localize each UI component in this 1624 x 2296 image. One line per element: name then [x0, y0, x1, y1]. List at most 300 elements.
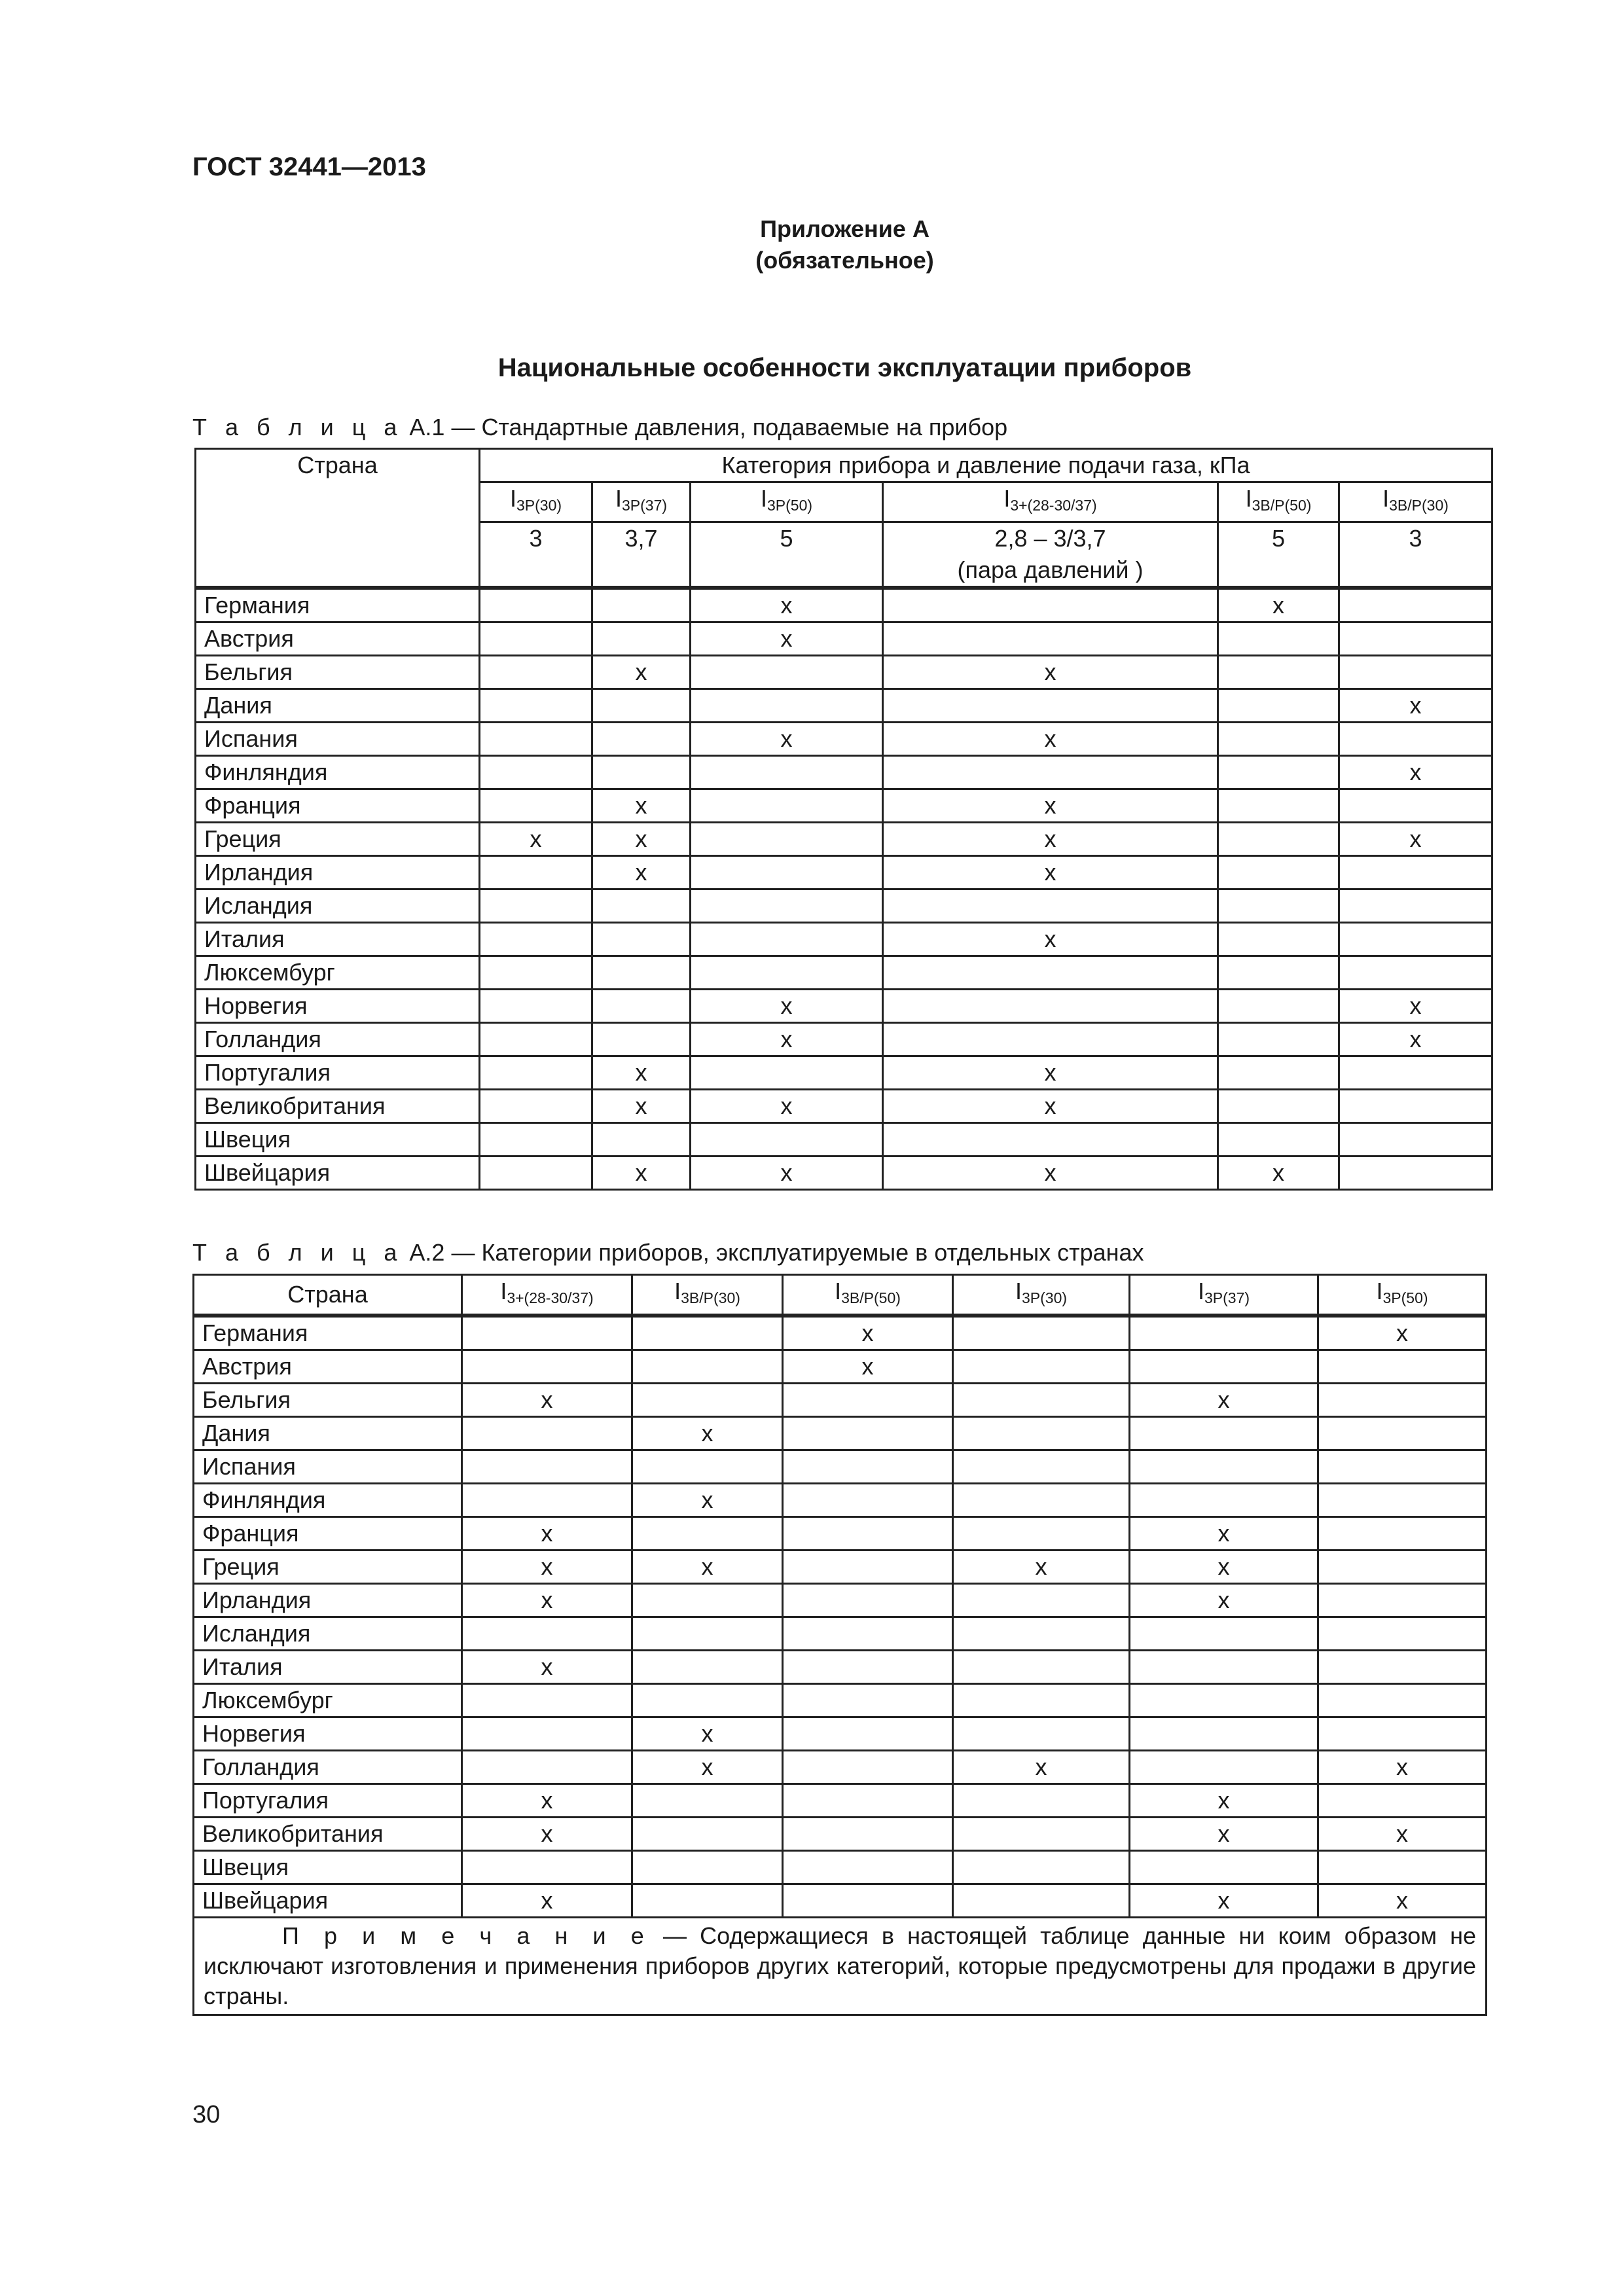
- table-row: [194, 1350, 1487, 1384]
- mark-cell: [462, 1684, 632, 1717]
- mark-cell: [592, 588, 691, 622]
- mark-cell: х: [883, 789, 1218, 823]
- category-subscript: 3B/P(30): [1389, 497, 1449, 514]
- mark-cell: [632, 1651, 783, 1684]
- mark-cell: [1318, 1851, 1487, 1884]
- mark-cell: [1130, 1651, 1318, 1684]
- category-subscript: 3+(28-30/37): [507, 1289, 594, 1306]
- table-row: [194, 1751, 1487, 1784]
- mark-cell: х: [462, 1384, 632, 1417]
- table-row: [194, 1484, 1487, 1517]
- table-a1-caption: [192, 414, 1007, 441]
- mark-cell: [592, 956, 691, 990]
- mark-cell: х: [592, 789, 691, 823]
- mark-cell: [953, 1316, 1130, 1350]
- table-a2-caption: [192, 1239, 1144, 1266]
- table-row: [194, 1851, 1487, 1884]
- table-a2-note-row: [194, 1918, 1487, 2015]
- mark-cell: [1318, 1417, 1487, 1450]
- mark-cell: х: [691, 723, 883, 756]
- mark-cell: [592, 622, 691, 656]
- mark-cell: [462, 1316, 632, 1350]
- mark-cell: [783, 1417, 953, 1450]
- mark-cell: [953, 1784, 1130, 1818]
- mark-cell: [691, 656, 883, 689]
- table-a2-header-row: [194, 1275, 1487, 1316]
- category-symbol: I: [615, 485, 622, 512]
- section-title: Национальные особенности эксплуатации приборов: [497, 353, 1192, 382]
- mark-cell: х: [691, 622, 883, 656]
- mark-cell: [1218, 756, 1339, 789]
- mark-cell: х: [691, 1090, 883, 1123]
- mark-cell: [462, 1751, 632, 1784]
- mark-cell: х: [691, 1023, 883, 1056]
- country-cell: Австрия: [196, 622, 480, 656]
- mark-cell: [1218, 923, 1339, 956]
- country-cell: Норвегия: [194, 1717, 462, 1751]
- mark-cell: х: [592, 1157, 691, 1190]
- mark-cell: [953, 1684, 1130, 1717]
- mark-cell: [1318, 1384, 1487, 1417]
- country-cell: Ирландия: [196, 856, 480, 889]
- category-subscript: 3P(30): [1021, 1289, 1068, 1306]
- category-symbol: I: [1003, 485, 1011, 512]
- mark-cell: [783, 1818, 953, 1851]
- mark-cell: х: [632, 1417, 783, 1450]
- mark-cell: [691, 756, 883, 789]
- mark-cell: х: [883, 856, 1218, 889]
- mark-cell: [592, 990, 691, 1023]
- mark-cell: [953, 1384, 1130, 1417]
- mark-cell: [1130, 1717, 1318, 1751]
- mark-cell: [1318, 1651, 1487, 1684]
- table-row: [194, 1517, 1487, 1551]
- mark-cell: х: [883, 923, 1218, 956]
- mark-cell: [1218, 956, 1339, 990]
- category-symbol: I: [509, 485, 516, 512]
- category-symbol: I: [1015, 1278, 1022, 1304]
- mark-cell: [1339, 889, 1492, 923]
- category-symbol: I: [500, 1278, 507, 1304]
- mark-cell: [883, 588, 1218, 622]
- mark-cell: [883, 622, 1218, 656]
- mark-cell: [632, 1818, 783, 1851]
- pressure-value: 3: [529, 525, 543, 552]
- mark-cell: [480, 1056, 592, 1090]
- mark-cell: [462, 1450, 632, 1484]
- mark-cell: [592, 1023, 691, 1056]
- mark-cell: [462, 1484, 632, 1517]
- country-cell: Великобритания: [196, 1090, 480, 1123]
- mark-cell: [691, 889, 883, 923]
- mark-cell: [1318, 1484, 1487, 1517]
- mark-cell: х: [691, 588, 883, 622]
- table-row: [194, 1316, 1487, 1350]
- country-cell: Греция: [194, 1551, 462, 1584]
- country-cell: Дания: [194, 1417, 462, 1450]
- mark-cell: х: [1130, 1584, 1318, 1617]
- mark-cell: х: [1130, 1517, 1318, 1551]
- mark-cell: х: [632, 1484, 783, 1517]
- table-a1-pressure-1: [592, 522, 691, 588]
- mark-cell: [462, 1851, 632, 1884]
- country-cell: Италия: [196, 923, 480, 956]
- country-cell: Бельгия: [194, 1384, 462, 1417]
- mark-cell: [691, 956, 883, 990]
- mark-cell: [480, 1123, 592, 1157]
- table-row: [196, 990, 1492, 1023]
- mark-cell: [1218, 689, 1339, 723]
- mark-cell: [883, 889, 1218, 923]
- mark-cell: х: [462, 1551, 632, 1584]
- table-row: [196, 889, 1492, 923]
- country-cell: Португалия: [194, 1784, 462, 1818]
- mark-cell: х: [783, 1316, 953, 1350]
- mark-cell: [1318, 1717, 1487, 1751]
- mark-cell: [592, 1123, 691, 1157]
- mark-cell: [783, 1517, 953, 1551]
- pressure-pair-note: (пара давлений ): [957, 556, 1144, 583]
- mark-cell: [592, 756, 691, 789]
- mark-cell: х: [592, 856, 691, 889]
- table-row: [196, 689, 1492, 723]
- country-cell: Бельгия: [196, 656, 480, 689]
- mark-cell: [592, 889, 691, 923]
- mark-cell: [883, 1023, 1218, 1056]
- table-a2-caption-text: А.2 — Категории приборов, эксплуатируемые в отдельных странах: [403, 1239, 1144, 1266]
- mark-cell: [1130, 1316, 1318, 1350]
- table-row: [194, 1884, 1487, 1918]
- category-symbol: I: [760, 485, 767, 512]
- mark-cell: х: [883, 656, 1218, 689]
- table-a1: [194, 448, 1493, 1191]
- mark-cell: х: [1218, 1157, 1339, 1190]
- mark-cell: х: [592, 823, 691, 856]
- table-a1-pressure-0: [480, 522, 592, 588]
- mark-cell: [1339, 1123, 1492, 1157]
- country-cell: Германия: [196, 588, 480, 622]
- table-row: [194, 1551, 1487, 1584]
- country-cell: Испания: [194, 1450, 462, 1484]
- table-row: [194, 1384, 1487, 1417]
- mark-cell: [480, 689, 592, 723]
- mark-cell: [1218, 656, 1339, 689]
- mark-cell: [953, 1484, 1130, 1517]
- mark-cell: [632, 1350, 783, 1384]
- table-a1-pressure-5: [1339, 522, 1492, 588]
- mark-cell: [1130, 1417, 1318, 1450]
- mark-cell: [632, 1517, 783, 1551]
- mark-cell: [1218, 856, 1339, 889]
- mark-cell: [1218, 990, 1339, 1023]
- mark-cell: х: [883, 1157, 1218, 1190]
- mark-cell: [632, 1584, 783, 1617]
- mark-cell: [480, 889, 592, 923]
- mark-cell: [1218, 622, 1339, 656]
- mark-cell: х: [1339, 689, 1492, 723]
- mark-cell: [462, 1617, 632, 1651]
- table-row: [196, 1090, 1492, 1123]
- mark-cell: [691, 856, 883, 889]
- mark-cell: х: [462, 1517, 632, 1551]
- mark-cell: х: [1339, 756, 1492, 789]
- mark-cell: [1318, 1784, 1487, 1818]
- mark-cell: [632, 1384, 783, 1417]
- mark-cell: [1318, 1684, 1487, 1717]
- mark-cell: [480, 1023, 592, 1056]
- mark-cell: х: [1218, 588, 1339, 622]
- pressure-value: 5: [1271, 525, 1286, 552]
- mark-cell: [592, 923, 691, 956]
- note-prefix: П р и м е ч а н и е: [282, 1922, 650, 1949]
- mark-cell: [1218, 1090, 1339, 1123]
- country-cell: Люксембург: [194, 1684, 462, 1717]
- mark-cell: [1339, 723, 1492, 756]
- pressure-value: 5: [780, 525, 793, 552]
- mark-cell: [1339, 956, 1492, 990]
- mark-cell: [1218, 889, 1339, 923]
- mark-cell: [691, 789, 883, 823]
- mark-cell: [783, 1784, 953, 1818]
- country-cell: Исландия: [196, 889, 480, 923]
- mark-cell: [1318, 1517, 1487, 1551]
- mark-cell: х: [691, 990, 883, 1023]
- table-row: [196, 1123, 1492, 1157]
- country-cell: Великобритания: [194, 1818, 462, 1851]
- mark-cell: х: [1339, 990, 1492, 1023]
- mark-cell: х: [953, 1551, 1130, 1584]
- mark-cell: [1339, 622, 1492, 656]
- category-subscript: 3+(28-30/37): [1010, 497, 1097, 514]
- mark-cell: [1218, 1056, 1339, 1090]
- mark-cell: [1318, 1584, 1487, 1617]
- mark-cell: [953, 1450, 1130, 1484]
- mark-cell: [632, 1684, 783, 1717]
- table-row: [194, 1450, 1487, 1484]
- mark-cell: [592, 723, 691, 756]
- pressure-value: 3,7: [624, 525, 658, 552]
- category-subscript: 3B/P(50): [1252, 497, 1312, 514]
- mark-cell: [783, 1584, 953, 1617]
- mark-cell: [1218, 789, 1339, 823]
- country-cell: Франция: [196, 789, 480, 823]
- mark-cell: [691, 823, 883, 856]
- mark-cell: [632, 1851, 783, 1884]
- mark-cell: [1130, 1684, 1318, 1717]
- category-subscript: 3P(37): [621, 497, 668, 514]
- mark-cell: [691, 689, 883, 723]
- table-a1-header-row-1: [196, 449, 1492, 482]
- table-a1-pressure-4: [1218, 522, 1339, 588]
- mark-cell: х: [1318, 1884, 1487, 1918]
- table-a2-category-2: [783, 1275, 953, 1316]
- mark-cell: х: [1318, 1316, 1487, 1350]
- mark-cell: [1339, 923, 1492, 956]
- category-symbol: I: [674, 1278, 681, 1304]
- category-subscript: 3P(50): [767, 497, 813, 514]
- annex-title: Приложение А: [760, 215, 929, 242]
- mark-cell: [1339, 789, 1492, 823]
- category-symbol: I: [1376, 1278, 1383, 1304]
- category-subscript: 3P(37): [1204, 1289, 1250, 1306]
- mark-cell: [1130, 1617, 1318, 1651]
- category-subscript: 3B/P(50): [841, 1289, 901, 1306]
- mark-cell: х: [1339, 1023, 1492, 1056]
- table-a2-category-4: [1130, 1275, 1318, 1316]
- mark-cell: х: [883, 1056, 1218, 1090]
- mark-cell: [783, 1551, 953, 1584]
- country-cell: Норвегия: [196, 990, 480, 1023]
- table-row: [196, 956, 1492, 990]
- mark-cell: [1339, 856, 1492, 889]
- table-row: [196, 923, 1492, 956]
- country-cell: Голландия: [196, 1023, 480, 1056]
- mark-cell: [783, 1884, 953, 1918]
- table-a2-category-5: [1318, 1275, 1487, 1316]
- table-row: [196, 789, 1492, 823]
- mark-cell: [691, 1056, 883, 1090]
- mark-cell: [783, 1450, 953, 1484]
- country-cell: Италия: [194, 1651, 462, 1684]
- mark-cell: [1130, 1350, 1318, 1384]
- mark-cell: х: [480, 823, 592, 856]
- mark-cell: х: [1130, 1884, 1318, 1918]
- country-cell: Люксембург: [196, 956, 480, 990]
- mark-cell: [883, 756, 1218, 789]
- mark-cell: [480, 1157, 592, 1190]
- mark-cell: [783, 1484, 953, 1517]
- mark-cell: [480, 923, 592, 956]
- mark-cell: [953, 1884, 1130, 1918]
- mark-cell: [953, 1717, 1130, 1751]
- mark-cell: х: [592, 1090, 691, 1123]
- mark-cell: х: [632, 1551, 783, 1584]
- mark-cell: [480, 990, 592, 1023]
- mark-cell: [883, 956, 1218, 990]
- mark-cell: [1218, 723, 1339, 756]
- table-row: [196, 588, 1492, 622]
- table-a2-caption-prefix: Т а б л и ц а: [192, 1239, 403, 1266]
- annex-status: (обязательное): [755, 247, 934, 274]
- country-cell: Дания: [196, 689, 480, 723]
- mark-cell: х: [1130, 1784, 1318, 1818]
- table-row: [194, 1818, 1487, 1851]
- country-cell: Финляндия: [194, 1484, 462, 1517]
- mark-cell: [953, 1417, 1130, 1450]
- table-a1-caption-text: А.1 — Стандартные давления, подаваемые на прибор: [403, 414, 1008, 440]
- mark-cell: [691, 923, 883, 956]
- mark-cell: [783, 1684, 953, 1717]
- mark-cell: х: [1130, 1551, 1318, 1584]
- table-row: [194, 1684, 1487, 1717]
- table-row: [194, 1584, 1487, 1617]
- table-row: [196, 656, 1492, 689]
- mark-cell: [632, 1884, 783, 1918]
- table-a1-category-5: [1339, 482, 1492, 522]
- mark-cell: [632, 1617, 783, 1651]
- mark-cell: [783, 1384, 953, 1417]
- table-row: [196, 823, 1492, 856]
- mark-cell: [462, 1417, 632, 1450]
- mark-cell: х: [462, 1584, 632, 1617]
- table-a1-pressure-2: [691, 522, 883, 588]
- mark-cell: [783, 1717, 953, 1751]
- mark-cell: [632, 1316, 783, 1350]
- mark-cell: [1339, 588, 1492, 622]
- table-row: [196, 1056, 1492, 1090]
- country-cell: Швейцария: [194, 1884, 462, 1918]
- table-a1-pressure-3: [883, 522, 1218, 588]
- table-a1-category-1: [592, 482, 691, 522]
- table-row: [196, 756, 1492, 789]
- country-cell: Финляндия: [196, 756, 480, 789]
- mark-cell: х: [462, 1818, 632, 1851]
- mark-cell: [783, 1851, 953, 1884]
- mark-cell: [1339, 1157, 1492, 1190]
- category-symbol: I: [1245, 485, 1252, 512]
- category-symbol: I: [835, 1278, 842, 1304]
- mark-cell: [480, 588, 592, 622]
- country-cell: Греция: [196, 823, 480, 856]
- mark-cell: [480, 1090, 592, 1123]
- table-row: [196, 856, 1492, 889]
- mark-cell: х: [462, 1784, 632, 1818]
- mark-cell: [953, 1818, 1130, 1851]
- table-a1-category-2: [691, 482, 883, 522]
- mark-cell: [1218, 1123, 1339, 1157]
- mark-cell: [632, 1784, 783, 1818]
- note-text: — Содержащиеся в настоящей таблице данные ни коим образом не исключают изготовления и применения приборов других категорий, которые предусмотрены для продажи в другие страны.: [204, 1922, 1477, 2009]
- mark-cell: х: [883, 823, 1218, 856]
- country-cell: Ирландия: [194, 1584, 462, 1617]
- mark-cell: х: [632, 1717, 783, 1751]
- table-a1-category-4: [1218, 482, 1339, 522]
- category-symbol: I: [1197, 1278, 1204, 1304]
- mark-cell: [1218, 1023, 1339, 1056]
- mark-cell: [480, 656, 592, 689]
- country-cell: Швейцария: [196, 1157, 480, 1190]
- country-cell: Франция: [194, 1517, 462, 1551]
- country-cell: Голландия: [194, 1751, 462, 1784]
- mark-cell: [783, 1617, 953, 1651]
- mark-cell: [480, 622, 592, 656]
- table-a2-category-3: [953, 1275, 1130, 1316]
- mark-cell: [480, 723, 592, 756]
- mark-cell: [783, 1651, 953, 1684]
- table-a1-group-header: Категория прибора и давление подачи газа, кПа: [480, 449, 1492, 482]
- table-a1-caption-prefix: Т а б л и ц а: [192, 414, 403, 440]
- mark-cell: х: [462, 1884, 632, 1918]
- mark-cell: [1130, 1751, 1318, 1784]
- country-cell: Швеция: [196, 1123, 480, 1157]
- table-a1-category-3: [883, 482, 1218, 522]
- mark-cell: [883, 990, 1218, 1023]
- mark-cell: х: [592, 656, 691, 689]
- table-row: [196, 723, 1492, 756]
- country-cell: Швеция: [194, 1851, 462, 1884]
- mark-cell: х: [883, 723, 1218, 756]
- mark-cell: [1339, 656, 1492, 689]
- mark-cell: [462, 1717, 632, 1751]
- mark-cell: [632, 1450, 783, 1484]
- mark-cell: х: [953, 1751, 1130, 1784]
- mark-cell: [953, 1651, 1130, 1684]
- table-row: [194, 1784, 1487, 1818]
- mark-cell: [953, 1584, 1130, 1617]
- category-symbol: I: [1382, 485, 1390, 512]
- country-cell: Германия: [194, 1316, 462, 1350]
- mark-cell: [691, 1123, 883, 1157]
